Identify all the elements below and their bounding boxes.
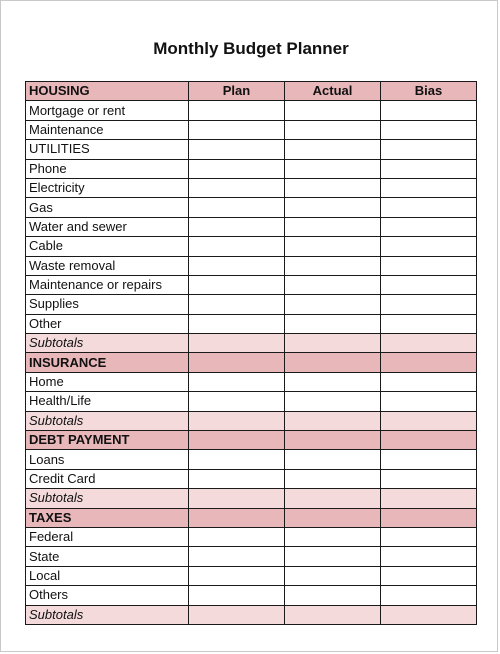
row-label: Maintenance or repairs <box>26 275 189 294</box>
subtotal-plan-cell[interactable] <box>189 334 285 353</box>
bias-cell[interactable] <box>381 527 477 546</box>
plan-cell[interactable] <box>189 547 285 566</box>
bias-cell[interactable] <box>381 101 477 120</box>
plan-cell[interactable] <box>189 217 285 236</box>
subtotal-actual-cell[interactable] <box>285 411 381 430</box>
plan-cell[interactable] <box>189 178 285 197</box>
table-row <box>26 140 477 159</box>
subtotal-actual-cell[interactable] <box>285 334 381 353</box>
subtotal-actual-cell[interactable] <box>285 489 381 508</box>
row-label: Federal <box>26 527 189 546</box>
section-header-row <box>26 431 477 450</box>
section-header-actual-cell <box>285 353 381 372</box>
plan-cell[interactable] <box>189 527 285 546</box>
bias-cell[interactable] <box>381 469 477 488</box>
table-row <box>26 217 477 236</box>
table-row <box>26 450 477 469</box>
actual-cell[interactable] <box>285 140 381 159</box>
actual-cell[interactable] <box>285 101 381 120</box>
section-header-bias-cell <box>381 353 477 372</box>
row-label: Electricity <box>26 178 189 197</box>
table-row <box>26 237 477 256</box>
actual-cell[interactable] <box>285 178 381 197</box>
table-row <box>26 295 477 314</box>
subtotal-plan-cell[interactable] <box>189 489 285 508</box>
row-label: Health/Life <box>26 392 189 411</box>
actual-cell[interactable] <box>285 237 381 256</box>
bias-cell[interactable] <box>381 217 477 236</box>
bias-cell[interactable] <box>381 198 477 217</box>
section-header-plan-cell <box>189 508 285 527</box>
row-label: Home <box>26 372 189 391</box>
plan-cell[interactable] <box>189 295 285 314</box>
subtotal-plan-cell[interactable] <box>189 605 285 624</box>
plan-cell[interactable] <box>189 586 285 605</box>
row-label: State <box>26 547 189 566</box>
bias-cell[interactable] <box>381 450 477 469</box>
subtotal-label: Subtotals <box>26 605 189 624</box>
bias-cell[interactable] <box>381 314 477 333</box>
actual-cell[interactable] <box>285 372 381 391</box>
column-header-actual: Actual <box>285 82 381 101</box>
section-header-row <box>26 82 477 101</box>
subtotal-label: Subtotals <box>26 411 189 430</box>
plan-cell[interactable] <box>189 450 285 469</box>
subtotal-row <box>26 489 477 508</box>
actual-cell[interactable] <box>285 314 381 333</box>
actual-cell[interactable] <box>285 198 381 217</box>
table-row <box>26 178 477 197</box>
section-title: INSURANCE <box>26 353 189 372</box>
bias-cell[interactable] <box>381 547 477 566</box>
row-label: Other <box>26 314 189 333</box>
subtotal-bias-cell[interactable] <box>381 489 477 508</box>
plan-cell[interactable] <box>189 392 285 411</box>
section-header-row <box>26 353 477 372</box>
actual-cell[interactable] <box>285 450 381 469</box>
plan-cell[interactable] <box>189 101 285 120</box>
table-row <box>26 198 477 217</box>
bias-cell[interactable] <box>381 178 477 197</box>
bias-cell[interactable] <box>381 159 477 178</box>
section-header-actual-cell <box>285 508 381 527</box>
row-label: Water and sewer <box>26 217 189 236</box>
table-row <box>26 372 477 391</box>
section-title: TAXES <box>26 508 189 527</box>
bias-cell[interactable] <box>381 256 477 275</box>
actual-cell[interactable] <box>285 295 381 314</box>
row-label: Credit Card <box>26 469 189 488</box>
row-label: Mortgage or rent <box>26 101 189 120</box>
actual-cell[interactable] <box>285 217 381 236</box>
subtotal-row <box>26 605 477 624</box>
plan-cell[interactable] <box>189 198 285 217</box>
row-label: Maintenance <box>26 120 189 139</box>
bias-cell[interactable] <box>381 392 477 411</box>
row-label: Supplies <box>26 295 189 314</box>
row-label: Cable <box>26 237 189 256</box>
table-row <box>26 275 477 294</box>
page-title: Monthly Budget Planner <box>153 39 349 58</box>
table-row <box>26 256 477 275</box>
actual-cell[interactable] <box>285 275 381 294</box>
actual-cell[interactable] <box>285 527 381 546</box>
actual-cell[interactable] <box>285 392 381 411</box>
section-header-plan-cell <box>189 353 285 372</box>
bias-cell[interactable] <box>381 120 477 139</box>
table-row <box>26 547 477 566</box>
subtotal-label: Subtotals <box>26 489 189 508</box>
section-header-bias-cell <box>381 431 477 450</box>
subtotal-bias-cell[interactable] <box>381 411 477 430</box>
table-row <box>26 120 477 139</box>
actual-cell[interactable] <box>285 120 381 139</box>
table-row <box>26 101 477 120</box>
row-label: Loans <box>26 450 189 469</box>
column-header-plan: Plan <box>189 82 285 101</box>
row-label: Local <box>26 566 189 585</box>
bias-cell[interactable] <box>381 586 477 605</box>
plan-cell[interactable] <box>189 469 285 488</box>
column-header-bias: Bias <box>381 82 477 101</box>
actual-cell[interactable] <box>285 586 381 605</box>
actual-cell[interactable] <box>285 566 381 585</box>
table-row <box>26 159 477 178</box>
subtotal-row <box>26 334 477 353</box>
budget-table-body <box>26 82 477 625</box>
table-row <box>26 527 477 546</box>
row-label: Phone <box>26 159 189 178</box>
row-label: Waste removal <box>26 256 189 275</box>
table-row <box>26 566 477 585</box>
actual-cell[interactable] <box>285 469 381 488</box>
bias-cell[interactable] <box>381 140 477 159</box>
subtotal-row <box>26 411 477 430</box>
subtotal-bias-cell[interactable] <box>381 605 477 624</box>
plan-cell[interactable] <box>189 140 285 159</box>
subtotal-bias-cell[interactable] <box>381 334 477 353</box>
plan-cell[interactable] <box>189 256 285 275</box>
bias-cell[interactable] <box>381 275 477 294</box>
actual-cell[interactable] <box>285 159 381 178</box>
section-header-actual-cell <box>285 431 381 450</box>
plan-cell[interactable] <box>189 237 285 256</box>
bias-cell[interactable] <box>381 372 477 391</box>
bias-cell[interactable] <box>381 295 477 314</box>
table-row <box>26 314 477 333</box>
bias-cell[interactable] <box>381 566 477 585</box>
row-label: Others <box>26 586 189 605</box>
section-title: DEBT PAYMENT <box>26 431 189 450</box>
table-row <box>26 392 477 411</box>
section-header-plan-cell <box>189 431 285 450</box>
subtotal-label: Subtotals <box>26 334 189 353</box>
plan-cell[interactable] <box>189 275 285 294</box>
subtotal-actual-cell[interactable] <box>285 605 381 624</box>
plan-cell[interactable] <box>189 566 285 585</box>
plan-cell[interactable] <box>189 372 285 391</box>
plan-cell[interactable] <box>189 314 285 333</box>
actual-cell[interactable] <box>285 256 381 275</box>
table-row <box>26 586 477 605</box>
section-title: HOUSING <box>26 82 189 101</box>
section-header-row <box>26 508 477 527</box>
row-label: UTILITIES <box>26 140 189 159</box>
bias-cell[interactable] <box>381 237 477 256</box>
actual-cell[interactable] <box>285 547 381 566</box>
row-label: Gas <box>26 198 189 217</box>
plan-cell[interactable] <box>189 159 285 178</box>
plan-cell[interactable] <box>189 120 285 139</box>
budget-table <box>25 81 477 625</box>
table-row <box>26 469 477 488</box>
section-header-bias-cell <box>381 508 477 527</box>
subtotal-plan-cell[interactable] <box>189 411 285 430</box>
